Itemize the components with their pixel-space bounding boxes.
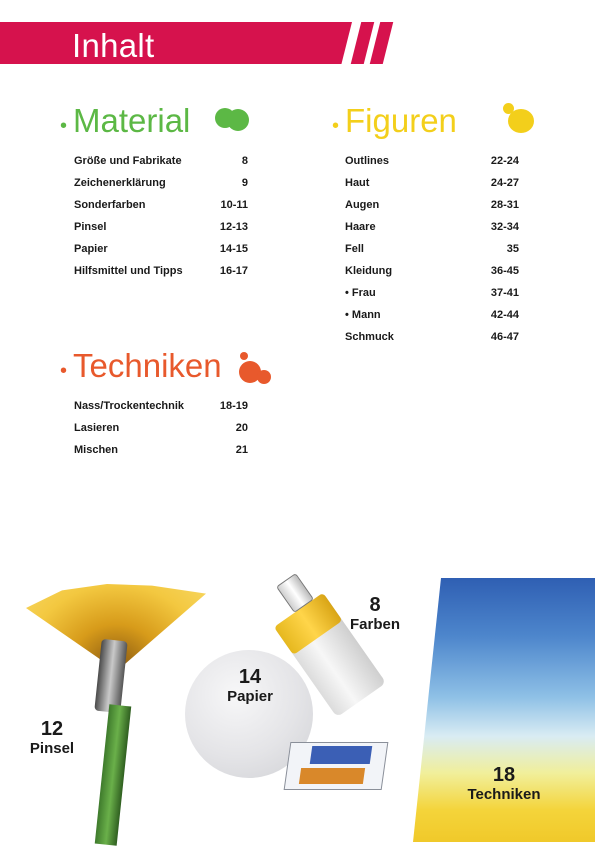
art-label-word: Techniken <box>467 786 541 803</box>
toc-item[interactable] <box>345 282 519 304</box>
toc-item[interactable] <box>74 395 248 417</box>
page-title: Inhalt <box>72 27 155 64</box>
toc-item-label: • Mann <box>345 309 381 321</box>
toc-item-label: Augen <box>345 199 380 211</box>
toc-item-page: 28-31 <box>490 199 519 211</box>
header-band <box>0 22 352 64</box>
paint-blob-icon <box>240 352 248 360</box>
toc-item-page: 42-44 <box>490 309 519 321</box>
toc-item-label: Kleidung <box>345 265 393 277</box>
toc-item[interactable] <box>345 216 519 238</box>
art-label-number: 14 <box>238 666 262 688</box>
section-heading-figuren <box>332 102 457 140</box>
toc-item-page: 36-45 <box>490 265 519 277</box>
toc-item[interactable] <box>345 150 519 172</box>
paint-pan-blue <box>310 746 373 764</box>
toc-item-page: 8 <box>241 155 248 167</box>
toc-item[interactable] <box>345 326 519 348</box>
toc-list-techniken <box>74 395 248 461</box>
toc-item-label: Haut <box>345 177 370 189</box>
toc-item-label: Sonderfarben <box>74 199 146 211</box>
toc-item-page: 22-24 <box>490 155 519 167</box>
paint-blob-icon <box>508 109 534 133</box>
toc-item-page: 20 <box>235 422 248 434</box>
toc-item[interactable] <box>74 417 248 439</box>
art-label-word: Farben <box>349 616 400 633</box>
toc-item[interactable] <box>74 238 248 260</box>
toc-item-page: 9 <box>241 177 248 189</box>
toc-item-label: Größe und Fabrikate <box>74 155 182 167</box>
toc-item-label: Zeichenerklärung <box>74 177 166 189</box>
toc-item-label: Lasieren <box>74 422 120 434</box>
toc-item-page: 16-17 <box>219 265 248 277</box>
art-label-pinsel[interactable] <box>20 718 84 758</box>
bullet-dot: • <box>60 360 68 382</box>
toc-item-label: Nass/Trockentechnik <box>74 400 185 412</box>
art-label-techniken[interactable] <box>458 764 550 804</box>
art-label-number: 12 <box>40 718 64 740</box>
toc-item[interactable] <box>345 304 519 326</box>
toc-item-label: • Frau <box>345 287 376 299</box>
toc-item-page: 14-15 <box>219 243 248 255</box>
header-stripe <box>370 22 393 64</box>
toc-item-label: Haare <box>345 221 376 233</box>
paint-blob-icon <box>257 370 271 384</box>
art-label-number: 8 <box>369 594 381 616</box>
section-title: Material <box>73 102 191 139</box>
art-label-farben[interactable] <box>340 594 410 634</box>
toc-item-page: 24-27 <box>490 177 519 189</box>
toc-item-label: Outlines <box>345 155 390 167</box>
toc-list-figuren <box>345 150 519 348</box>
section-heading-material <box>60 102 190 140</box>
toc-item-label: Papier <box>74 243 108 255</box>
toc-item-page: 12-13 <box>219 221 248 233</box>
art-label-word: Papier <box>227 688 273 705</box>
toc-item[interactable] <box>74 150 248 172</box>
art-label-papier[interactable] <box>215 666 285 706</box>
toc-item-label: Mischen <box>74 444 119 456</box>
toc-item[interactable] <box>74 260 248 282</box>
toc-item[interactable] <box>345 260 519 282</box>
toc-item-page: 18-19 <box>219 400 248 412</box>
toc-item[interactable] <box>74 216 248 238</box>
toc-item-page: 32-34 <box>490 221 519 233</box>
section-title: Techniken <box>73 347 222 384</box>
toc-item[interactable] <box>74 439 248 461</box>
toc-item[interactable] <box>345 172 519 194</box>
toc-item-page: 21 <box>235 444 248 456</box>
toc-item[interactable] <box>74 194 248 216</box>
toc-item[interactable] <box>74 172 248 194</box>
toc-item-page: 35 <box>506 243 519 255</box>
toc-item-label: Hilfsmittel und Tipps <box>74 265 183 277</box>
section-heading-techniken <box>60 347 222 385</box>
toc-list-material <box>74 150 248 282</box>
toc-item-label: Schmuck <box>345 331 394 343</box>
bullet-dot: • <box>332 115 340 137</box>
toc-item-label: Fell <box>345 243 364 255</box>
section-title: Figuren <box>345 102 457 139</box>
paint-blob-icon <box>227 109 249 131</box>
brush-handle <box>95 704 132 846</box>
toc-item-page: 46-47 <box>490 331 519 343</box>
art-label-number: 18 <box>492 764 516 786</box>
toc-item[interactable] <box>345 238 519 260</box>
toc-item-page: 37-41 <box>490 287 519 299</box>
toc-item-label: Pinsel <box>74 221 107 233</box>
toc-item-page: 10-11 <box>220 199 248 211</box>
paint-pan-orange <box>299 768 365 784</box>
bullet-dot: • <box>60 115 68 137</box>
toc-item[interactable] <box>345 194 519 216</box>
art-label-word: Pinsel <box>29 740 75 757</box>
